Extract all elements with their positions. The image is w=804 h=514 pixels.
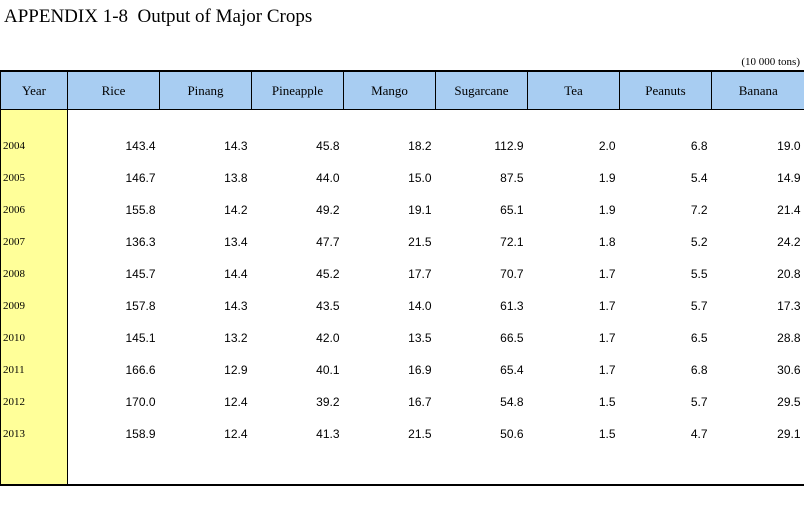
year-cell: 2007	[1, 226, 68, 258]
value-cell: 20.8	[777, 267, 801, 281]
value-cell: 30.6	[777, 363, 801, 377]
value-cell: 70.7	[500, 267, 524, 281]
value-cell: 17.3	[777, 299, 801, 313]
value-cell: 21.5	[408, 235, 432, 249]
year-cell: 2006	[1, 194, 68, 226]
crops-table-container	[0, 70, 804, 486]
value-cell: 1.8	[598, 235, 616, 249]
value-cell: 15.0	[408, 171, 432, 185]
value-cell: 155.8	[125, 203, 156, 217]
value-cell: 5.7	[690, 395, 708, 409]
value-cell: 2.0	[598, 139, 616, 153]
value-cell: 143.4	[125, 139, 156, 153]
value-cell: 1.9	[598, 203, 616, 217]
column-header-pinang: Pinang	[160, 71, 252, 110]
spacer-cell	[160, 450, 252, 485]
value-cell: 1.7	[598, 267, 616, 281]
value-cell: 41.3	[316, 427, 340, 441]
value-cell: 44.0	[316, 171, 340, 185]
page-title: APPENDIX 1-8 Output of Major Crops	[4, 6, 313, 27]
value-cell: 39.2	[316, 395, 340, 409]
value-cell: 13.5	[408, 331, 432, 345]
spacer-cell	[528, 450, 620, 485]
value-cell: 1.7	[598, 299, 616, 313]
value-cell: 6.8	[690, 363, 708, 377]
spacer-cell	[620, 450, 712, 485]
table-row	[1, 130, 804, 162]
value-cell: 1.7	[598, 331, 616, 345]
spacer-cell	[1, 110, 68, 131]
spacer-cell	[712, 110, 804, 131]
spacer-cell	[528, 110, 620, 131]
value-cell: 1.9	[598, 171, 616, 185]
value-cell: 45.2	[316, 267, 340, 281]
column-header-sugarcane: Sugarcane	[436, 71, 528, 110]
table-row	[1, 194, 804, 226]
column-header-tea: Tea	[528, 71, 620, 110]
crops-table	[0, 70, 804, 486]
value-cell: 12.4	[224, 427, 248, 441]
table-row	[1, 226, 804, 258]
value-cell: 13.8	[224, 171, 248, 185]
unit-label: (10 000 tons)	[741, 56, 800, 68]
value-cell: 29.5	[777, 395, 801, 409]
year-cell: 2008	[1, 258, 68, 290]
spacer-cell	[160, 110, 252, 131]
column-header-banana: Banana	[712, 71, 804, 110]
value-cell: 40.1	[316, 363, 340, 377]
value-cell: 24.2	[777, 235, 801, 249]
value-cell: 14.0	[408, 299, 432, 313]
column-header-mango: Mango	[344, 71, 436, 110]
value-cell: 1.7	[598, 363, 616, 377]
table-row	[1, 386, 804, 418]
value-cell: 42.0	[316, 331, 340, 345]
value-cell: 170.0	[125, 395, 156, 409]
value-cell: 14.3	[224, 139, 248, 153]
value-cell: 13.2	[224, 331, 248, 345]
value-cell: 14.4	[224, 267, 248, 281]
table-row	[1, 258, 804, 290]
value-cell: 136.3	[125, 235, 156, 249]
year-cell: 2011	[1, 354, 68, 386]
value-cell: 14.3	[224, 299, 248, 313]
value-cell: 19.1	[408, 203, 432, 217]
spacer-row	[1, 110, 804, 131]
year-cell: 2010	[1, 322, 68, 354]
year-cell: 2004	[1, 130, 68, 162]
value-cell: 19.0	[777, 139, 801, 153]
value-cell: 14.2	[224, 203, 248, 217]
column-header-year: Year	[1, 71, 68, 110]
spacer-cell	[252, 110, 344, 131]
spacer-cell	[1, 450, 68, 485]
value-cell: 6.8	[690, 139, 708, 153]
value-cell: 18.2	[408, 139, 432, 153]
table-body	[1, 110, 804, 486]
value-cell: 1.5	[598, 427, 616, 441]
value-cell: 72.1	[500, 235, 524, 249]
spacer-cell	[68, 110, 160, 131]
column-header-rice: Rice	[68, 71, 160, 110]
value-cell: 5.4	[690, 171, 708, 185]
year-cell: 2013	[1, 418, 68, 450]
value-cell: 65.4	[500, 363, 524, 377]
value-cell: 21.5	[408, 427, 432, 441]
value-cell: 13.4	[224, 235, 248, 249]
value-cell: 112.9	[494, 139, 524, 153]
value-cell: 87.5	[500, 171, 524, 185]
table-row	[1, 322, 804, 354]
spacer-row	[1, 450, 804, 485]
year-cell: 2009	[1, 290, 68, 322]
column-header-pineapple: Pineapple	[252, 71, 344, 110]
value-cell: 5.5	[690, 267, 708, 281]
value-cell: 14.9	[777, 171, 801, 185]
value-cell: 12.4	[224, 395, 248, 409]
spacer-cell	[436, 110, 528, 131]
value-cell: 166.6	[125, 363, 156, 377]
value-cell: 29.1	[777, 427, 801, 441]
value-cell: 16.7	[408, 395, 432, 409]
value-cell: 61.3	[500, 299, 524, 313]
value-cell: 49.2	[316, 203, 340, 217]
value-cell: 146.7	[125, 171, 156, 185]
spacer-cell	[252, 450, 344, 485]
year-cell: 2012	[1, 386, 68, 418]
table-row	[1, 290, 804, 322]
value-cell: 6.5	[690, 331, 708, 345]
value-cell: 66.5	[500, 331, 524, 345]
spacer-cell	[620, 110, 712, 131]
value-cell: 50.6	[500, 427, 524, 441]
value-cell: 158.9	[125, 427, 156, 441]
value-cell: 1.5	[598, 395, 616, 409]
spacer-cell	[712, 450, 804, 485]
value-cell: 28.8	[777, 331, 801, 345]
value-cell: 145.1	[125, 331, 156, 345]
value-cell: 21.4	[777, 203, 801, 217]
spacer-cell	[68, 450, 160, 485]
table-row	[1, 162, 804, 194]
value-cell: 45.8	[316, 139, 340, 153]
value-cell: 4.7	[690, 427, 708, 441]
table-row	[1, 418, 804, 450]
value-cell: 5.7	[690, 299, 708, 313]
value-cell: 12.9	[224, 363, 248, 377]
spacer-cell	[344, 110, 436, 131]
value-cell: 157.8	[125, 299, 156, 313]
value-cell: 145.7	[125, 267, 156, 281]
value-cell: 7.2	[690, 203, 708, 217]
spacer-cell	[344, 450, 436, 485]
value-cell: 43.5	[316, 299, 340, 313]
spacer-cell	[436, 450, 528, 485]
value-cell: 54.8	[500, 395, 524, 409]
value-cell: 65.1	[500, 203, 524, 217]
table-row	[1, 354, 804, 386]
header-row	[1, 71, 804, 110]
column-header-peanuts: Peanuts	[620, 71, 712, 110]
value-cell: 47.7	[316, 235, 340, 249]
value-cell: 5.2	[690, 235, 708, 249]
value-cell: 16.9	[408, 363, 432, 377]
value-cell: 17.7	[408, 267, 432, 281]
year-cell: 2005	[1, 162, 68, 194]
